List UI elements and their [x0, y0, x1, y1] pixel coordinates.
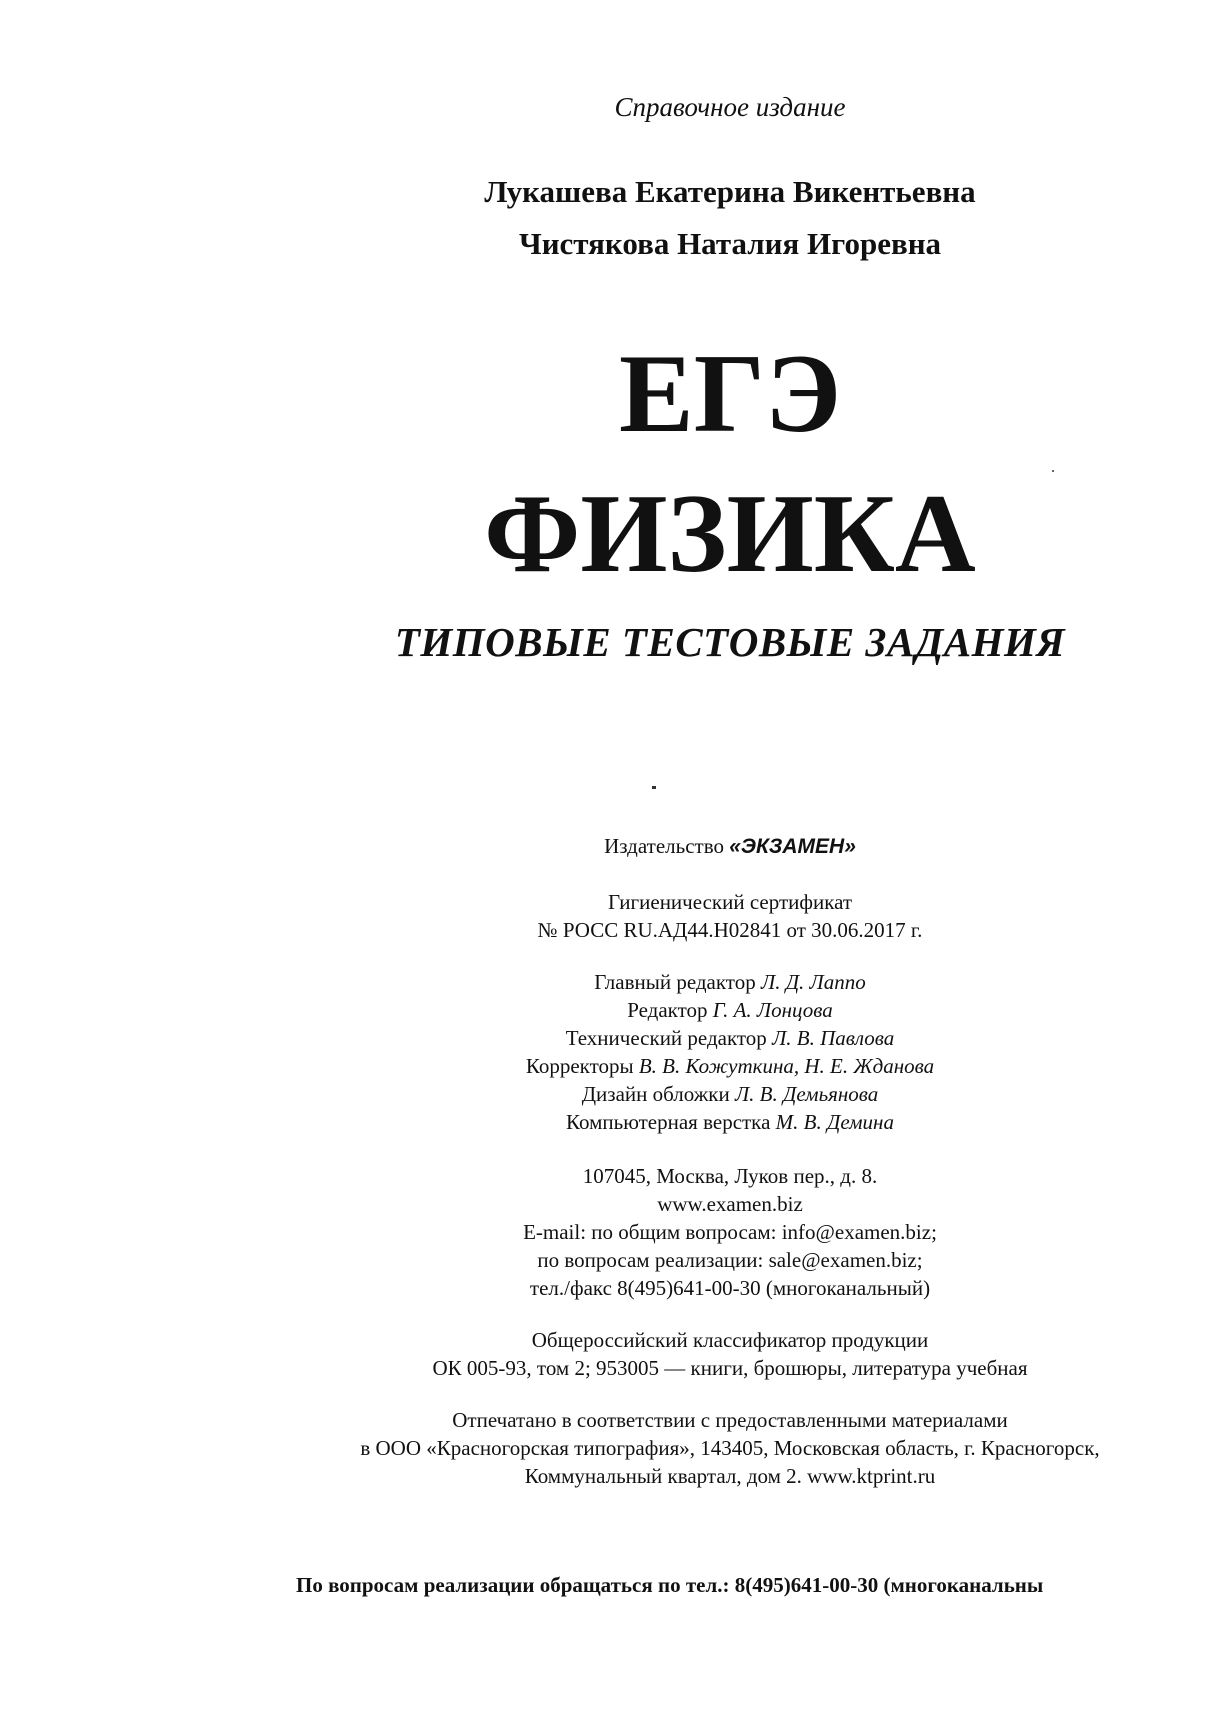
staff-name: М. В. Демина — [775, 1110, 894, 1134]
staff-name: В. В. Кожуткина, Н. Е. Жданова — [638, 1054, 935, 1078]
staff-role: Главный редактор — [594, 970, 756, 994]
staff-line — [280, 1080, 1180, 1108]
publisher-prefix: Издательство — [604, 834, 724, 858]
certificate-block — [280, 888, 1180, 944]
staff-line — [280, 1024, 1180, 1052]
staff-name: Л. В. Павлова — [772, 1026, 895, 1050]
staff-name: Г. А. Лонцова — [712, 998, 833, 1022]
staff-line — [280, 1052, 1180, 1080]
staff-line — [280, 1108, 1180, 1136]
staff-name: Л. Д. Лаппо — [760, 970, 866, 994]
staff-name: Л. В. Демьянова — [734, 1082, 879, 1106]
classifier-block — [280, 1326, 1180, 1382]
staff-role: Компьютерная верстка — [566, 1110, 771, 1134]
phone-fax: тел./факс 8(495)641-00-30 (многоканальный) — [529, 1276, 931, 1300]
staff-line — [280, 968, 1180, 996]
edition-type: Справочное издание — [614, 92, 846, 122]
subtitle: ТИПОВЫЕ ТЕСТОВЫЕ ЗАДАНИЯ — [394, 619, 1066, 665]
sales-contact-footer: По вопросам реализации обращаться по тел.: 8(495)641-00-30 (многоканальны — [296, 1573, 1044, 1597]
staff-block — [280, 968, 1180, 1136]
email-sales: по вопросам реализации: sale@examen.biz; — [537, 1248, 923, 1272]
classifier-title: Общероссийский классификатор продукции — [531, 1328, 929, 1352]
publisher-line — [280, 832, 1180, 861]
postal-address: 107045, Москва, Луков пер., д. 8. — [582, 1164, 878, 1188]
address-block — [280, 1162, 1180, 1302]
certificate-title: Гигиенический сертификат — [607, 890, 853, 914]
scan-dot — [652, 786, 656, 789]
title-subject: ФИЗИКА — [484, 472, 976, 596]
publisher-name: «ЭКЗАМЕН» — [729, 835, 856, 858]
staff-line — [280, 996, 1180, 1024]
certificate-number: № РОСС RU.АД44.Н02841 от 30.06.2017 г. — [537, 918, 923, 942]
author-name: Чистякова Наталия Игоревна — [518, 226, 942, 261]
staff-role: Корректоры — [525, 1054, 634, 1078]
staff-role: Технический редактор — [565, 1026, 767, 1050]
scan-speck — [1052, 470, 1054, 472]
staff-role: Редактор — [627, 998, 708, 1022]
printing-line: Коммунальный квартал, дом 2. www.ktprint.ru — [524, 1464, 936, 1488]
classifier-code: ОК 005-93, том 2; 953005 — книги, брошюры, литература учебная — [432, 1356, 1028, 1380]
website-link[interactable]: www.examen.biz — [657, 1192, 803, 1216]
author-name: Лукашева Екатерина Викентьевна — [484, 174, 976, 209]
printing-line: Отпечатано в соответствии с предоставленными материалами — [452, 1408, 1008, 1432]
printing-line: в ООО «Красногорская типография», 143405, Московская область, г. Красногорск, — [360, 1436, 1100, 1460]
staff-role: Дизайн обложки — [581, 1082, 730, 1106]
email-general: E-mail: по общим вопросам: info@examen.biz; — [523, 1220, 937, 1244]
printing-block — [280, 1406, 1180, 1490]
title-exam: ЕГЭ — [619, 332, 841, 456]
